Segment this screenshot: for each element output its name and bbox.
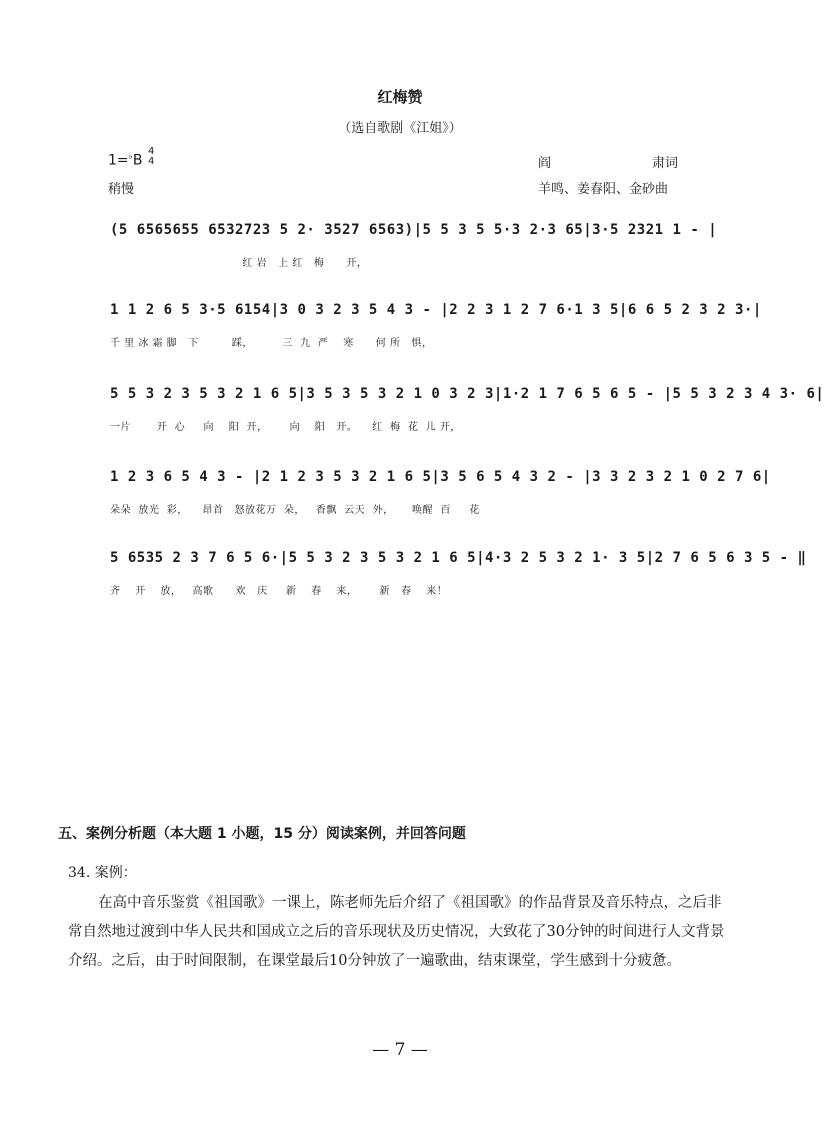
score-notes: 1 2 3 6 5 4 3 - |2 1 2 3 5 3 2 1 6 5|3 5 6 5 4 3 2 - |3 3 2 3 2 1 0 2 7 6|: [110, 469, 771, 485]
score-notes: 5 5 3 2 3 5 3 2 1 6 5|3 5 3 5 3 2 1 0 3 2 3|1·2 1 7 6 5 6 5 - |5 5 3 2 3 4 3· 6|: [110, 386, 824, 402]
page-number: — 7 —: [372, 1040, 428, 1060]
case-label: 34. 案例：: [68, 865, 137, 881]
score-line-2: [110, 302, 762, 362]
score-lyrics: 齐 开 放， 高歌 欢 庆 新 春 来， 新 春 来！: [110, 586, 448, 597]
score-line-1: [110, 222, 718, 282]
section-heading: 五、案例分析题（本大题 1 小题，15 分）阅读案例，并回答问题: [58, 826, 466, 842]
score-lyrics: 一片 开 心 向 阳 开， 向 阳 开。 红 梅 花 儿 开，: [110, 422, 461, 433]
key-note: B: [132, 152, 143, 169]
score-lyrics: 千 里 冰 霜 脚 下 踩， 三 九 严 寒 何 所 惧，: [110, 338, 433, 349]
lyricist-right: 肃词: [651, 156, 678, 171]
case-paragraph: 在高中音乐鉴赏《祖国歌》一课上，陈老师先后介绍了《祖国歌》的作品背景及音乐特点，之后非常自然地过渡到中华人民共和国成立之后的音乐现状及历史情况，大致花了30分钟的时间进行人文背景介绍。之后，由于时间限制，在课堂最后10分钟放了一遍歌曲，结束课堂，学生感到十分疲惫。: [68, 895, 725, 969]
meter-bottom: 4: [148, 156, 155, 167]
score-lyrics: 红 岩 上 红 梅 开，: [110, 258, 368, 269]
score-line-3: [110, 386, 824, 446]
composer-credit: 羊鸣、姜春阳、金砂曲: [538, 182, 669, 197]
song-subtitle: （选自歌剧《江姐》）: [338, 121, 462, 136]
score-lyrics: 朵朵 放光 彩， 昂首 怒放花万 朵， 香飘 云天 外， 唤醒 百 花: [110, 505, 480, 516]
key-prefix: 1=: [108, 152, 129, 169]
song-title: 红梅赞: [377, 88, 423, 106]
lyricist-left: 阎: [538, 156, 552, 171]
score-notes: 5 6535 2 3 7 6 5 6·|5 5 3 2 3 5 3 2 1 6 5|4·3 2 5 3 2 1· 3 5|2 7 6 5 6 3 5 - ‖: [110, 550, 807, 566]
meter-top: 4: [148, 146, 155, 157]
tempo-marking: 稍慢: [108, 182, 135, 197]
score-line-4: [110, 469, 771, 529]
score-line-5: [110, 550, 807, 610]
flat-sign: ♭: [128, 152, 133, 162]
score-notes: 1 1 2 6 5 3·5 6154|3 0 3 2 3 5 4 3 - |2 2 3 1 2 7 6·1 3 5|6 6 5 2 3 2 3·|: [110, 302, 762, 318]
score-notes: (5 6565655 6532723 5 2· 3527 6563)|5 5 3 5 5·3 2·3 65|3·5 2321 1 - |: [110, 222, 718, 238]
time-signature: [148, 147, 154, 167]
lyricist-credit: [538, 152, 678, 171]
key-signature: [108, 152, 143, 169]
